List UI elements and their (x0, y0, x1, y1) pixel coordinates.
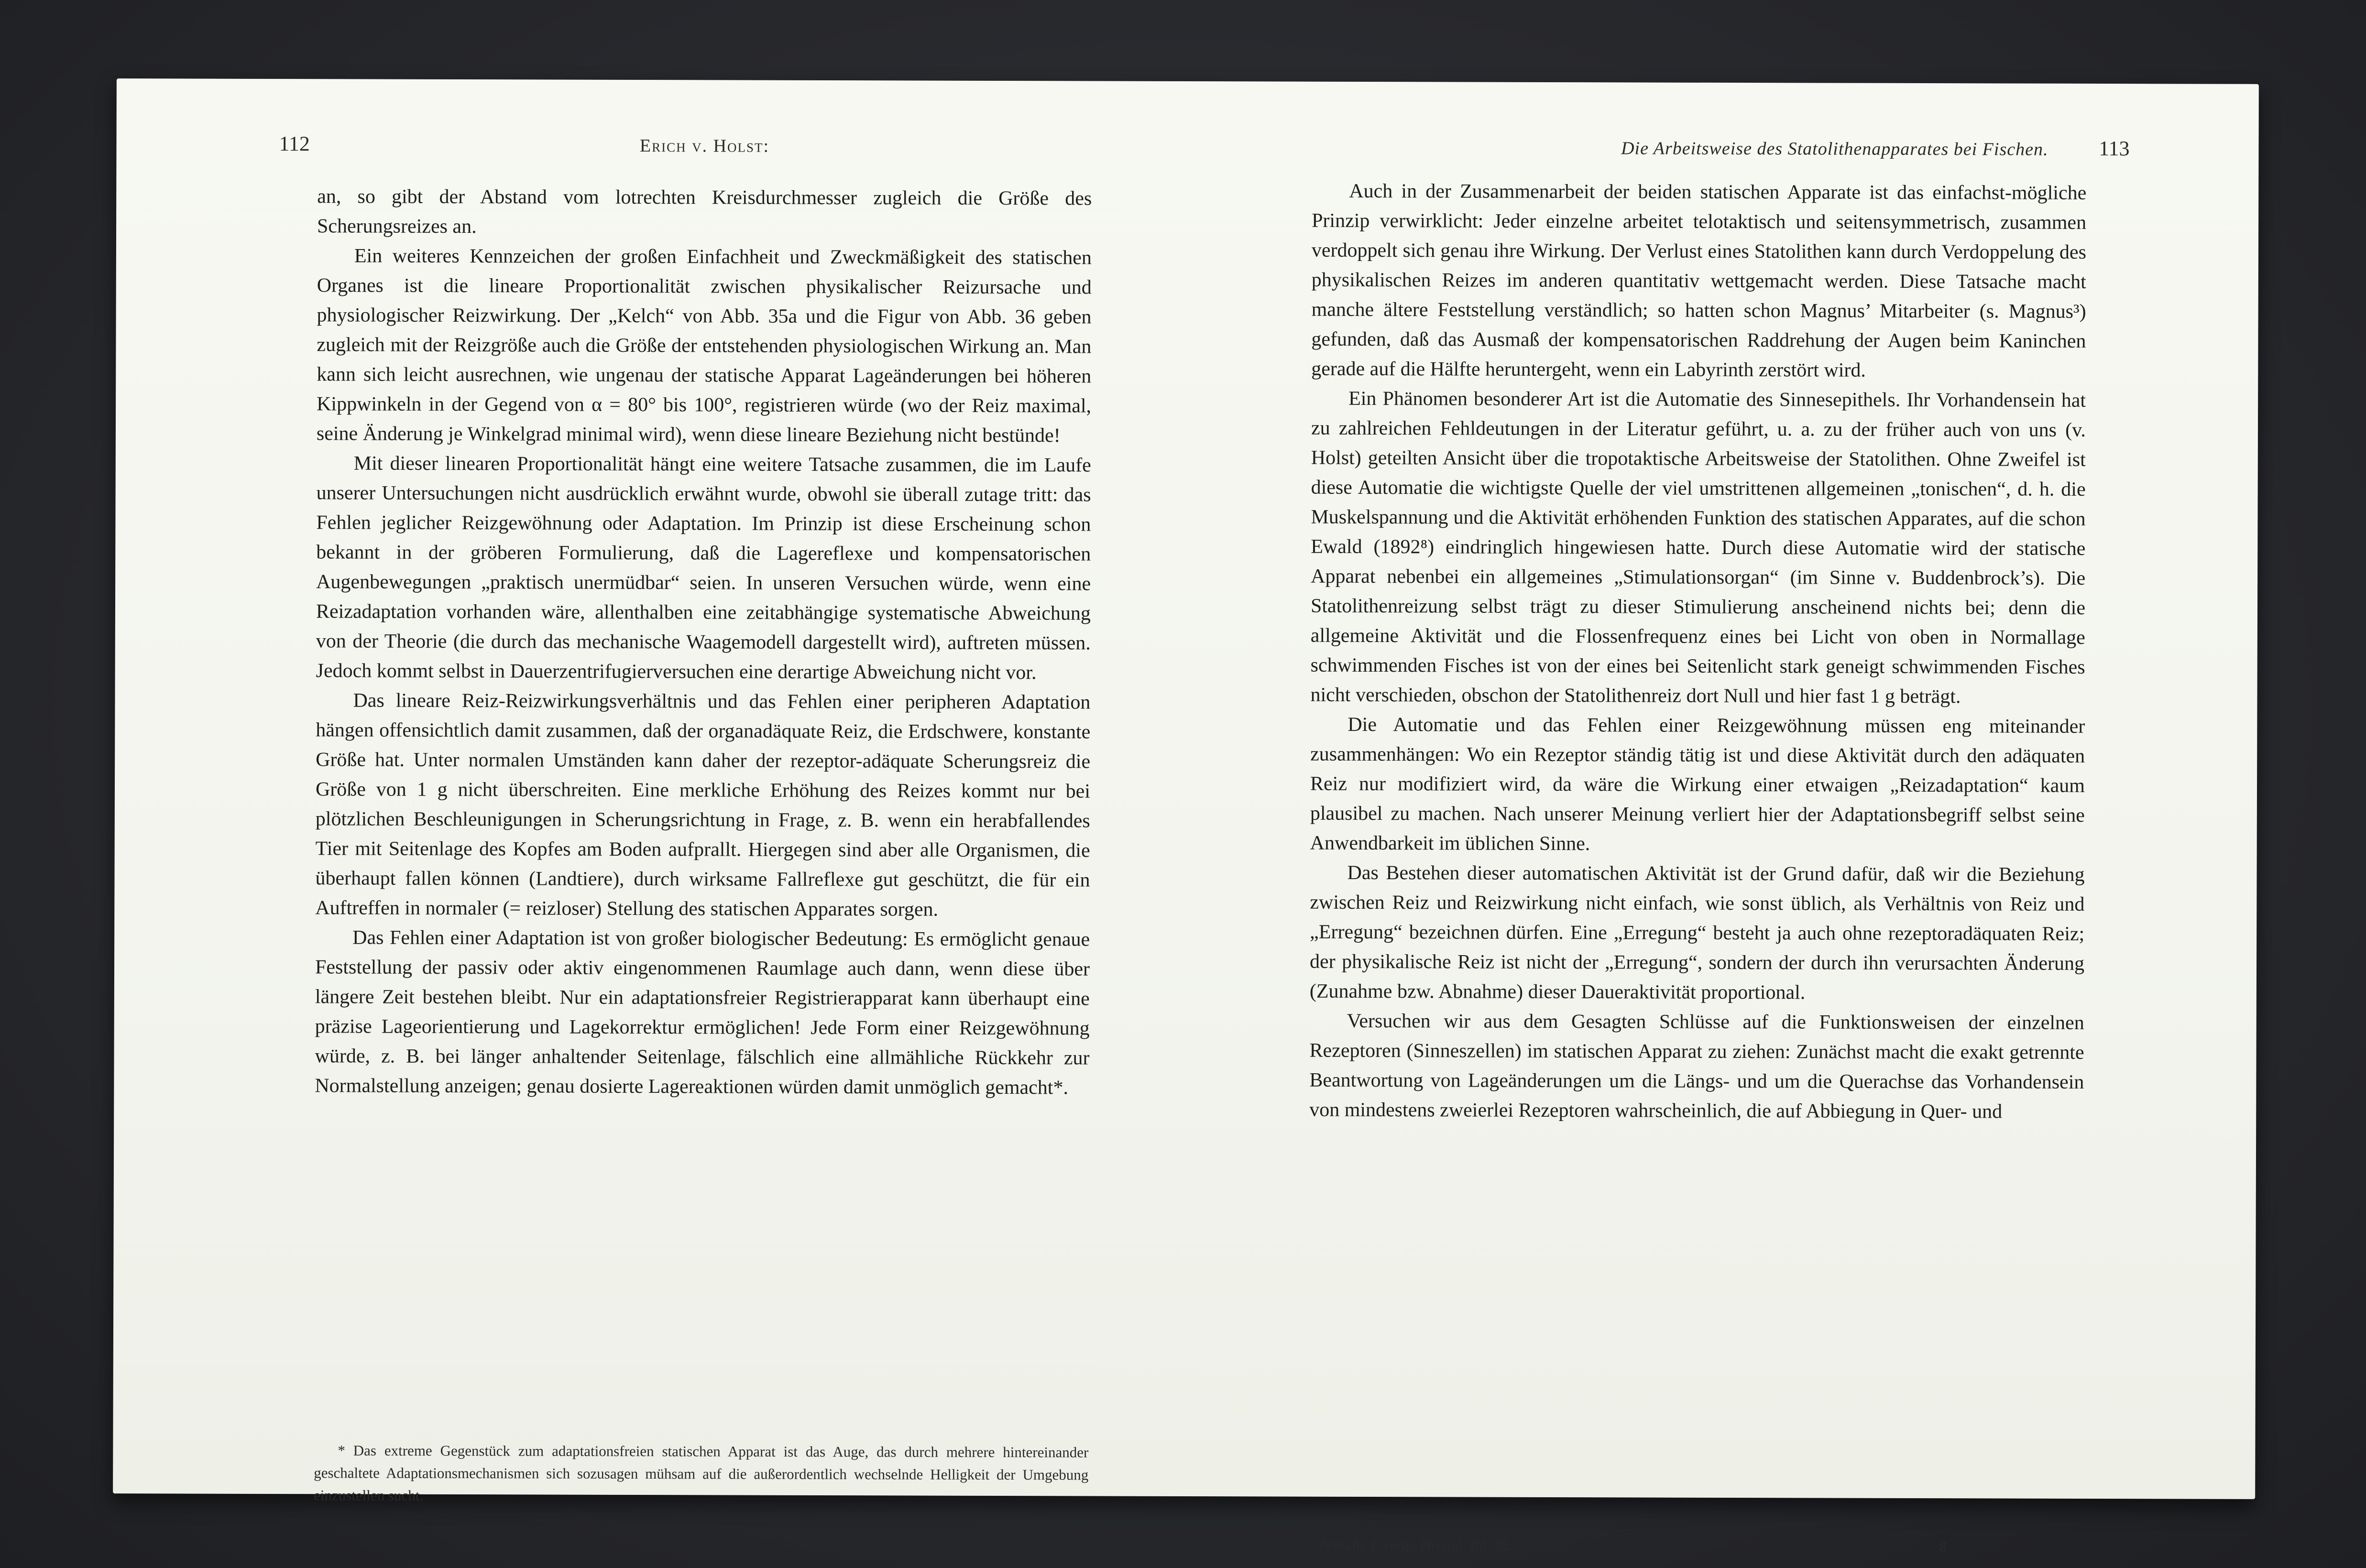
footnote-text: * Das extreme Gegenstück zum adaptationsfreien statischen Apparat ist das Auge, das durch mehrere hintereinander geschaltete Adaptationsmechanismen sich sozusagen mühsam auf die außerordentlich wechselnde Helligkeit der Umgebung einzustellen sucht. (314, 1442, 1089, 1504)
right-page-number: 113 (2099, 136, 2130, 161)
left-body-text (315, 182, 1092, 1102)
paragraph: Das lineare Reiz-Reizwirkungsverhältnis und das Fehlen einer peripheren Adaptation hängen offensichtlich damit zusammen, daß der organadäquate Reiz, die Erdschwere, konstante Größe hat. Unter normalen Umständen kann daher der rezeptor-adäquate Scherungsreiz die Größe von 1 g nicht überschreiten. Eine merkliche Erhöhung des Reizes kommt nur bei plötzlichen Beschleunigungen in Scherungsrichtung in Frage, z. B. wenn ein herabfallendes Tier mit Seitenlage des Kopfes am Boden aufprallt. Hiergegen sind aber alle Organismen, die überhaupt fallen können (Landtiere), durch wirksame Fallreflexe gut geschützt, die für ein Auftreffen in normaler (= reizloser) Stellung des statischen Apparates sorgen. (315, 689, 1091, 921)
signature-mark: 8 (1939, 1539, 1947, 1555)
left-running-head (279, 131, 1092, 162)
photographed-book-spread (113, 78, 2259, 1555)
footnote (314, 1439, 1088, 1508)
paragraph: Das Fehlen einer Adaptation ist von großer biologischer Bedeutung: Es ermöglicht genaue Feststellung der passiv oder aktiv eingenommenen Raumlage auch dann, wenn diese über längere Zeit bestehen bleibt. Nur ein adaptationsfreier Registrierapparat kann überhaupt eine präzise Lageorientierung und Lagekorrektur ermöglichen! Jede Form einer Reizgewöhnung würde, z. B. bei länger anhaltender Seitenlage, fälschlich eine allmähliche Rückkehr zur Normalstellung anzeigen; genau dosierte Lagereaktionen würden damit unmöglich gemacht*. (315, 926, 1090, 1099)
paragraph: an, so gibt der Abstand vom lotrechten Kreisdurchmesser zugleich die Größe des Scherungsreizes an. (317, 185, 1092, 238)
paragraph: Ein weiteres Kennzeichen der großen Einfachheit und Zweckmäßigkeit des statischen Organes ist die lineare Proportionalität zwischen physikalischer Reizursache und physiologischer Reizwirkung. Der „Kelch“ von Abb. 35a und die Figur von Abb. 36 geben zugleich mit der Reizgröße auch die Größe der entstehenden physiologischen Wirkung an. Man kann sich leicht ausrechnen, wie ungenau der statische Apparat Lageänderungen bei höheren Kippwinkeln in der Gegend von α = 80° bis 100°, registrieren würde (wo der Reiz maximal, seine Änderung je Winkelgrad minimal wird), wenn diese lineare Beziehung nicht bestünde! (316, 245, 1092, 447)
right-running-head (1312, 134, 2130, 165)
paragraph: Das Bestehen dieser automatischen Aktivität ist der Grund dafür, daß wir die Beziehung zwischen Reiz und Reizwirkung nicht einfach, wie sonst üblich, als Verhältnis von Reiz und „Erregung“ bezeichnen dürfen. Eine „Erregung“ besteht ja auch ohne rezeptoradäquaten Reiz; der physikalische Reiz ist nicht der „Erregung“, sondern der durch ihn verursachten Änderung (Zunahme bzw. Abnahme) dieser Daueraktivität proportional. (1309, 861, 2085, 1004)
right-body-text (1309, 176, 2086, 1127)
paragraph: Auch in der Zusammenarbeit der beiden statischen Apparate ist das einfachst-mögliche Prinzip verwirklicht: Jeder einzelne arbeitet telotaktisch und seitensymmetrisch, zusammen verdoppelt sich genau ihre Wirkung. Der Verlust eines Statolithen kann durch Verdoppelung des physikalischen Reizes im anderen quantitativ wettgemacht werden. Diese Tatsache macht manche ältere Feststellung verständlich; so hatten schon Magnus’ Mitarbeiter (s. Magnus³) gefunden, daß das Ausmaß der kompensatorischen Raddrehung der Augen beim Kaninchen gerade auf die Hälfte heruntergeht, wenn ein Labyrinth zerstört wird. (1311, 180, 2087, 381)
paragraph: Ein Phänomen besonderer Art ist die Automatie des Sinnesepithels. Ihr Vorhandensein hat zu zahlreichen Fehldeutungen in der Literatur geführt, u. a. zu der früher auch von uns (v. Holst) geteilten Ansicht über die tropotaktische Arbeitsweise der Statolithen. Ohne Zweifel ist diese Automatie die wichtigste Quelle der viel umstrittenen allgemeinen „tonischen“, d. h. die Muskelspannung und die Aktivität erhöhenden Funktion des statischen Apparates, auf die schon Ewald (1892⁸) eindringlich hingewiesen hatte. Durch diese Automatie wird der statische Apparat nebenbei ein allgemeines „Stimulationsorgan“ (im Sinne v. Buddenbrock’s). Die Statolithenreizung selbst trägt zu dieser Stimulierung anscheinend nichts bei; denn die allgemeine Aktivität und die Flossenfrequenz eines bei Licht von oben in Normallage schwimmenden Fisches ist von der eines bei Seitenlicht stark geneigt schwimmenden Fisches nicht verschieden, obschon der Statolithenreiz dort Null und hier fast 1 g beträgt. (1310, 387, 2086, 708)
left-page-number: 112 (279, 132, 310, 156)
paragraph: Die Automatie und das Fehlen einer Reizgewöhnung müssen eng miteinander zusammenhängen: Wo ein Rezeptor ständig tätig ist und diese Aktivität durch den adäquaten Reiz nur modifiziert wird, da wäre die Wirkung einer etwaigen „Reizadaptation“ kaum plausibel zu machen. Nach unserer Meinung verliert hier der Adaptationsbegriff selbst seine Anwendbarkeit im üblichen Sinne. (1310, 713, 2085, 855)
right-section-head: Die Arbeitsweise des Statolithenapparates bei Fischen. (1621, 138, 2048, 160)
paragraph: Mit dieser linearen Proportionalität hängt eine weitere Tatsache zusammen, die im Laufe unserer Untersuchungen nicht ausdrücklich erwähnt wurde, obwohl sie überall zutage tritt: das Fehlen jeglicher Reizgewöhnung oder Adaptation. Im Prinzip ist diese Erscheinung schon bekannt in der gröberen Formulierung, daß die Lagereflexe und kompensatorischen Augenbewegungen „praktisch unermüdbar“ seien. In unseren Versuchen würde, wenn eine Reizadaptation vorhanden wäre, allenthalben eine zeitabhängige systematische Abweichung von der Theorie (die durch das mechanische Waagemodell dargestellt wird), auftreten müssen. Jedoch kommt selbst in Dauerzentrifugierversuchen eine derartige Abweichung nicht vor. (316, 452, 1091, 684)
paragraph: Versuchen wir aus dem Gesagten Schlüsse auf die Funktionsweisen der einzelnen Rezeptoren (Sinneszellen) im statischen Apparat zu ziehen: Zunächst macht die exakt getrennte Beantwortung von Lageänderungen um die Längs- und um die Querachse das Vorhandensein von mindestens zweierlei Rezeptoren wahrscheinlich, die auf Abbiegung in Quer- und (1309, 1010, 2084, 1123)
journal-citation: Zeitschr. f. vergl. Physiol. Bd. 32. (1317, 1537, 1512, 1554)
left-author-head: Erich v. Holst: (639, 136, 770, 156)
